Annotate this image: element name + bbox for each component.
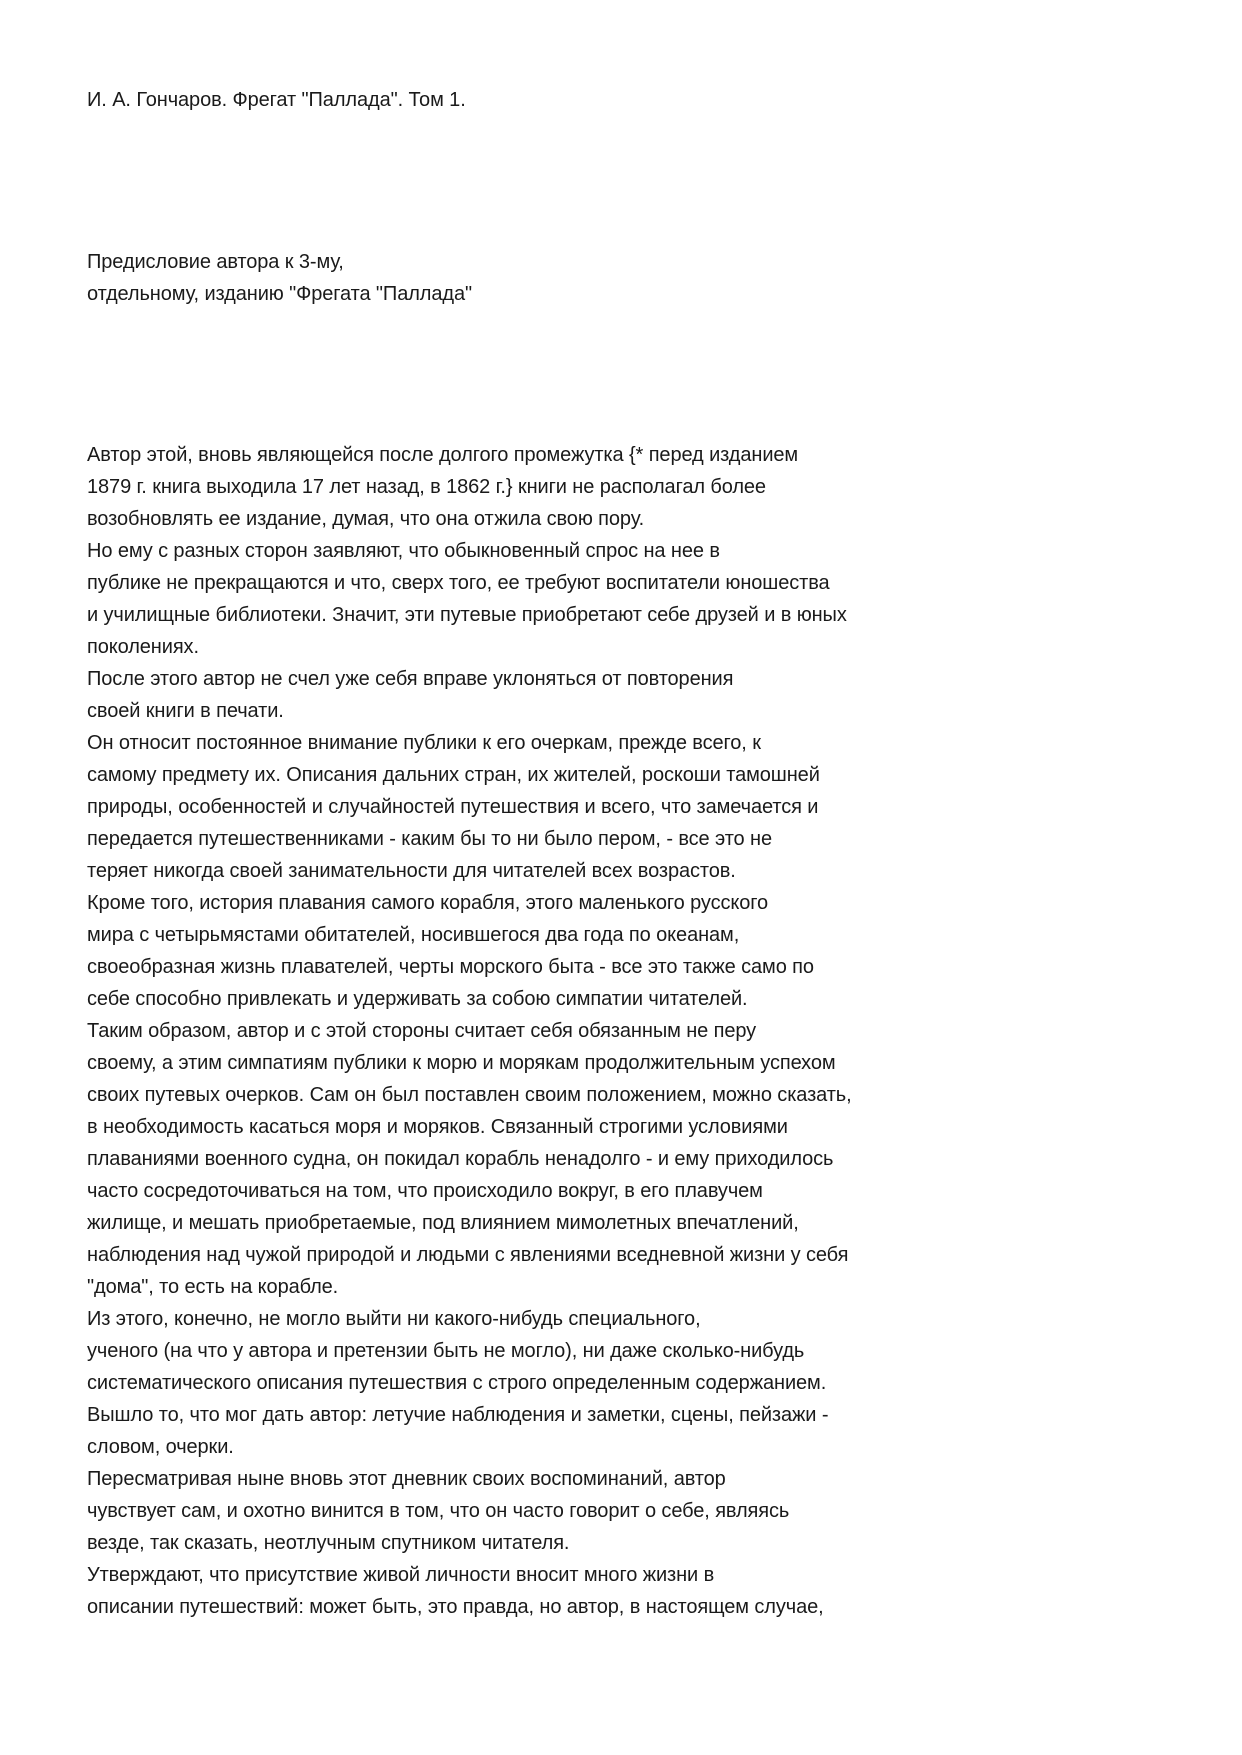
body-text-line: наблюдения над чужой природой и людьми с явлениями вседневной жизни у себя (87, 1244, 849, 1266)
body-text-line: теряет никогда своей занимательности для читателей всех возрастов. (87, 860, 736, 882)
body-text-line: своеобразная жизнь плавателей, черты морского быта - все это также само по (87, 956, 814, 978)
body-text-line: Он относит постоянное внимание публики к его очеркам, прежде всего, к (87, 732, 761, 754)
body-text-line: везде, так сказать, неотлучным спутником читателя. (87, 1532, 570, 1554)
body-text-line: систематического описания путешествия с строго определенным содержанием. (87, 1372, 827, 1394)
body-text-line: Но ему с разных сторон заявляют, что обыкновенный спрос на нее в (87, 540, 720, 562)
body-text-line: Автор этой, вновь являющейся после долгого промежутка {* перед изданием (87, 444, 799, 466)
body-text-line: передается путешественниками - каким бы то ни было пером, - все это не (87, 828, 772, 850)
body-text-line: После этого автор не счел уже себя вправе уклоняться от повторения (87, 668, 734, 690)
body-text-line: жилище, и мешать приобретаемые, под влиянием мимолетных впечатлений, (87, 1212, 799, 1234)
body-text-line: мира с четырьмястами обитателей, носившегося два года по океанам, (87, 924, 740, 946)
preface-heading-line: отдельному, изданию "Фрегата "Паллада" (87, 283, 472, 305)
body-text-line: чувствует сам, и охотно винится в том, что он часто говорит о себе, являясь (87, 1500, 790, 1522)
body-text-line: 1879 г. книга выходила 17 лет назад, в 1862 г.} книги не располагал более (87, 476, 766, 498)
document-title: И. А. Гончаров. Фрегат "Паллада". Том 1. (87, 89, 466, 111)
body-text-line: себе способно привлекать и удерживать за собою симпатии читателей. (87, 988, 748, 1010)
body-text-line: Пересматривая ныне вновь этот дневник своих воспоминаний, автор (87, 1468, 726, 1490)
body-text-line: возобновлять ее издание, думая, что она отжила свою пору. (87, 508, 645, 530)
body-text-line: словом, очерки. (87, 1436, 234, 1458)
body-text-line: поколениях. (87, 636, 199, 658)
body-text-line: в необходимость касаться моря и моряков. Связанный строгими условиями (87, 1116, 788, 1138)
body-text-line: Вышло то, что мог дать автор: летучие наблюдения и заметки, сцены, пейзажи - (87, 1404, 829, 1426)
body-text-line: публике не прекращаются и что, сверх того, ее требуют воспитатели юношества (87, 572, 830, 594)
body-text-line: Кроме того, история плавания самого корабля, этого маленького русского (87, 892, 769, 914)
body-text-line: ученого (на что у автора и претензии быть не могло), ни даже сколько-нибудь (87, 1340, 805, 1362)
body-text-line: Утверждают, что присутствие живой личности вносит много жизни в (87, 1564, 715, 1586)
body-text-line: описании путешествий: может быть, это правда, но автор, в настоящем случае, (87, 1596, 824, 1618)
body-text-line: своему, а этим симпатиям публики к морю и морякам продолжительным успехом (87, 1052, 836, 1074)
body-text-line: природы, особенностей и случайностей путешествия и всего, что замечается и (87, 796, 819, 818)
body-text-line: самому предмету их. Описания дальних стран, их жителей, роскоши тамошней (87, 764, 820, 786)
preface-heading-line: Предисловие автора к 3-му, (87, 251, 344, 273)
body-text-line: плаваниями военного судна, он покидал корабль ненадолго - и ему приходилось (87, 1148, 834, 1170)
body-text-line: часто сосредоточиваться на том, что происходило вокруг, в его плавучем (87, 1180, 763, 1202)
body-text-line: Из этого, конечно, не могло выйти ни какого-нибудь специального, (87, 1308, 701, 1330)
body-text-line: своей книги в печати. (87, 700, 284, 722)
body-text-line: своих путевых очерков. Сам он был поставлен своим положением, можно сказать, (87, 1084, 852, 1106)
body-text-line: и училищные библиотеки. Значит, эти путевые приобретают себе друзей и в юных (87, 604, 847, 626)
body-text-line: Таким образом, автор и с этой стороны считает себя обязанным не перу (87, 1020, 757, 1042)
body-text-line: "дома", то есть на корабле. (87, 1276, 339, 1298)
